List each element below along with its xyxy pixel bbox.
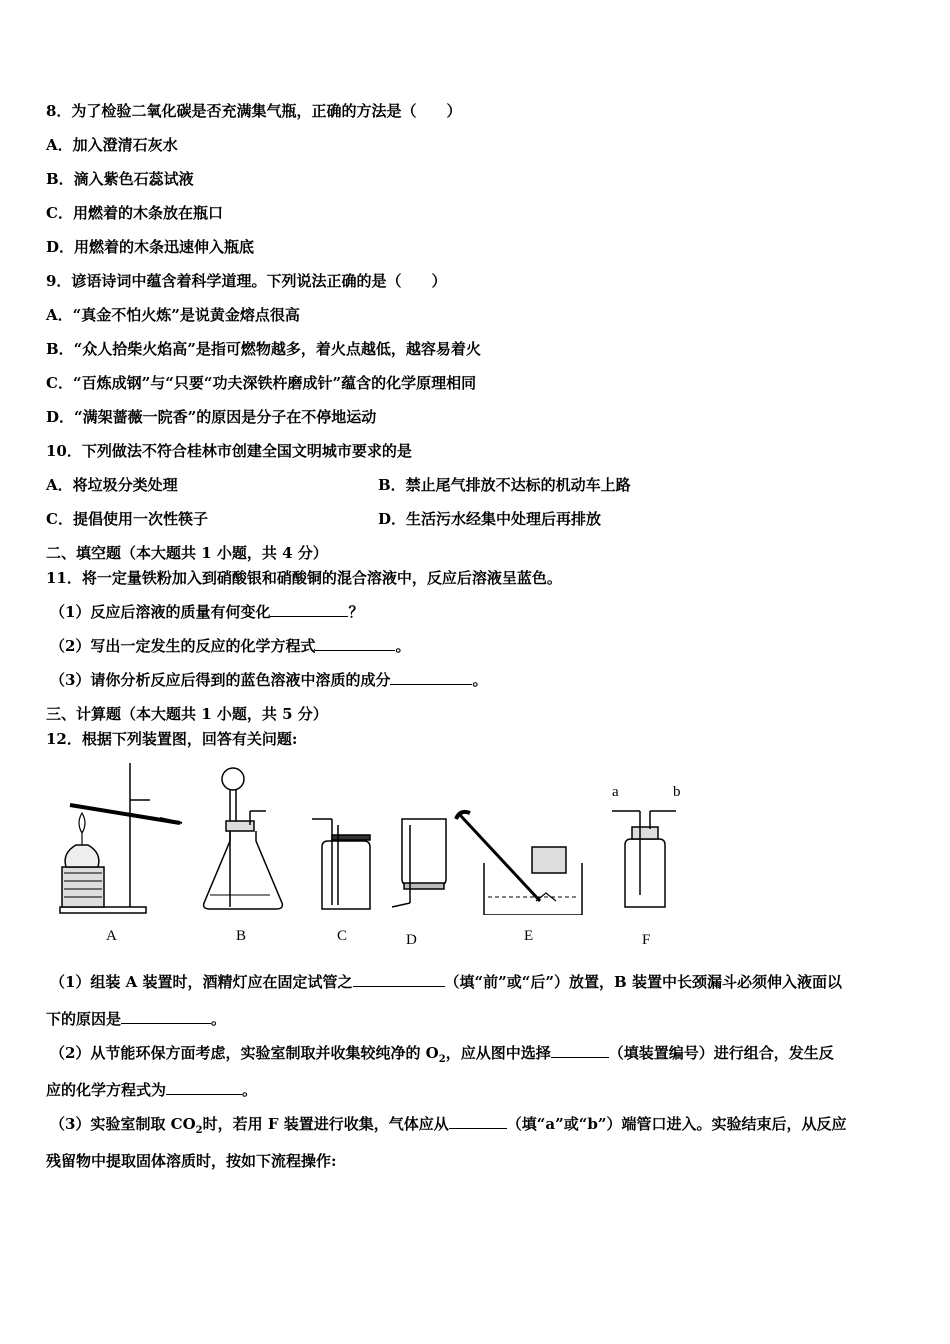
q11-blank-1[interactable] bbox=[270, 602, 348, 617]
q11-part-3-end: 。 bbox=[472, 671, 488, 689]
q8-option-c: C．用燃着的木条放在瓶口 bbox=[46, 204, 223, 222]
q9-stem: 9．谚语诗词中蕴含着科学道理。下列说法正确的是（ ） bbox=[46, 272, 447, 290]
q12-part-1-text-a: （1）组装 A 装置时，酒精灯应在固定试管之 bbox=[50, 973, 353, 991]
apparatus-e bbox=[456, 812, 582, 915]
apparatus-f bbox=[612, 811, 676, 907]
q12-part-1-text-c: 下的原因是 bbox=[46, 1010, 122, 1028]
q8-stem: 8．为了检验二氧化碳是否充满集气瓶，正确的方法是（ ） bbox=[46, 102, 462, 120]
q9-option-c: C．“百炼成钢”与“只要“功夫深铁杵磨成针”蕴含的化学原理相同 bbox=[46, 374, 477, 392]
q12-blank-1[interactable] bbox=[353, 972, 445, 987]
section-2-heading: 二、填空题（本大题共 1 小题，共 4 分） bbox=[46, 544, 328, 562]
label-c: C bbox=[337, 928, 348, 944]
q12-blank-5[interactable] bbox=[449, 1114, 507, 1129]
q8-option-b: B．滴入紫色石蕊试液 bbox=[46, 170, 194, 188]
q12-stem: 12．根据下列装置图，回答有关问题: bbox=[46, 730, 298, 748]
q11-blank-2[interactable] bbox=[315, 636, 395, 651]
q12-part-1-text-b: （填“前”或“后”）放置，B 装置中长颈漏斗必须伸入液面以 bbox=[444, 973, 842, 991]
q12-part-2-text-c: （填装置编号）进行组合，发生反 bbox=[608, 1044, 834, 1062]
q10-option-a: A．将垃圾分类处理 bbox=[46, 476, 178, 494]
apparatus-c bbox=[312, 819, 370, 909]
q8-option-d: D．用燃着的木条迅速伸入瓶底 bbox=[46, 238, 255, 256]
q12-part-1-end: 。 bbox=[211, 1010, 227, 1028]
tube-label-a: a bbox=[612, 784, 619, 800]
q10-option-b: B．禁止尾气排放不达标的机动车上路 bbox=[378, 476, 631, 494]
q12-blank-2[interactable] bbox=[121, 1009, 211, 1024]
q12-part-2-text-a: （2）从节能环保方面考虑，实验室制取并收集较纯净的 O bbox=[50, 1044, 439, 1062]
label-a: A bbox=[106, 928, 117, 944]
apparatus-a bbox=[60, 763, 182, 913]
q10-stem: 10．下列做法不符合桂林市创建全国文明城市要求的是 bbox=[46, 442, 412, 460]
q11-part-3 bbox=[50, 670, 487, 690]
label-b: B bbox=[236, 928, 247, 944]
q9-option-b: B．“众人拾柴火焰高”是指可燃物越多，着火点越低，越容易着火 bbox=[46, 340, 481, 358]
q12-part-2-text-b: ，应从图中选择 bbox=[445, 1044, 551, 1062]
q9-option-d: D．“满架蔷薇一院香”的原因是分子在不停地运动 bbox=[46, 408, 377, 426]
q12-blank-3[interactable] bbox=[551, 1043, 609, 1058]
q11-part-1-text: （1）反应后溶液的质量有何变化 bbox=[50, 603, 271, 621]
apparatus-b bbox=[204, 768, 283, 909]
label-e: E bbox=[524, 928, 534, 944]
apparatus-diagram bbox=[40, 755, 700, 915]
q11-part-2 bbox=[50, 636, 410, 656]
q12-part-2-line-1 bbox=[50, 1043, 834, 1070]
q8-option-a: A．加入澄清石灰水 bbox=[46, 136, 178, 154]
label-d: D bbox=[406, 932, 417, 948]
q11-stem: 11．将一定量铁粉加入到硝酸银和硝酸铜的混合溶液中，反应后溶液呈蓝色。 bbox=[46, 569, 562, 587]
q12-part-2-text-d: 应的化学方程式为 bbox=[46, 1081, 167, 1099]
q12-part-3-text-c: （填“a”或“b”）端管口进入。实验结束后，从反应 bbox=[506, 1115, 847, 1133]
q11-part-3-text: （3）请你分析反应后得到的蓝色溶液中溶质的成分 bbox=[50, 671, 391, 689]
tube-label-b: b bbox=[673, 784, 681, 800]
q11-part-1-end: ？ bbox=[348, 603, 364, 621]
q10-option-c: C．提倡使用一次性筷子 bbox=[46, 510, 208, 528]
q11-part-2-text: （2）写出一定发生的反应的化学方程式 bbox=[50, 637, 316, 655]
q12-part-1-line-1 bbox=[50, 972, 842, 992]
q12-part-1-line-2 bbox=[46, 1009, 226, 1029]
q12-part-3-sub: 2 bbox=[195, 1125, 203, 1136]
q12-part-2-line-2 bbox=[46, 1080, 257, 1100]
q12-blank-4[interactable] bbox=[166, 1080, 242, 1095]
q12-part-3-text-a: （3）实验室制取 CO bbox=[50, 1115, 196, 1133]
q11-part-2-end: 。 bbox=[395, 637, 411, 655]
q12-part-3-text-b: 时，若用 F 装置进行收集，气体应从 bbox=[202, 1115, 449, 1133]
q10-option-d: D．生活污水经集中处理后再排放 bbox=[378, 510, 602, 528]
q12-part-3-line-2: 残留物中提取固体溶质时，按如下流程操作: bbox=[46, 1152, 337, 1170]
label-f: F bbox=[642, 932, 651, 948]
q12-part-2-sub: 2 bbox=[438, 1054, 446, 1065]
q11-part-1 bbox=[50, 602, 363, 622]
apparatus-d bbox=[392, 819, 446, 907]
section-3-heading: 三、计算题（本大题共 1 小题，共 5 分） bbox=[46, 705, 328, 723]
q12-part-2-end: 。 bbox=[242, 1081, 258, 1099]
q11-blank-3[interactable] bbox=[390, 670, 472, 685]
q9-option-a: A．“真金不怕火炼”是说黄金熔点很高 bbox=[46, 306, 300, 324]
q12-part-3-line-1 bbox=[50, 1114, 846, 1141]
